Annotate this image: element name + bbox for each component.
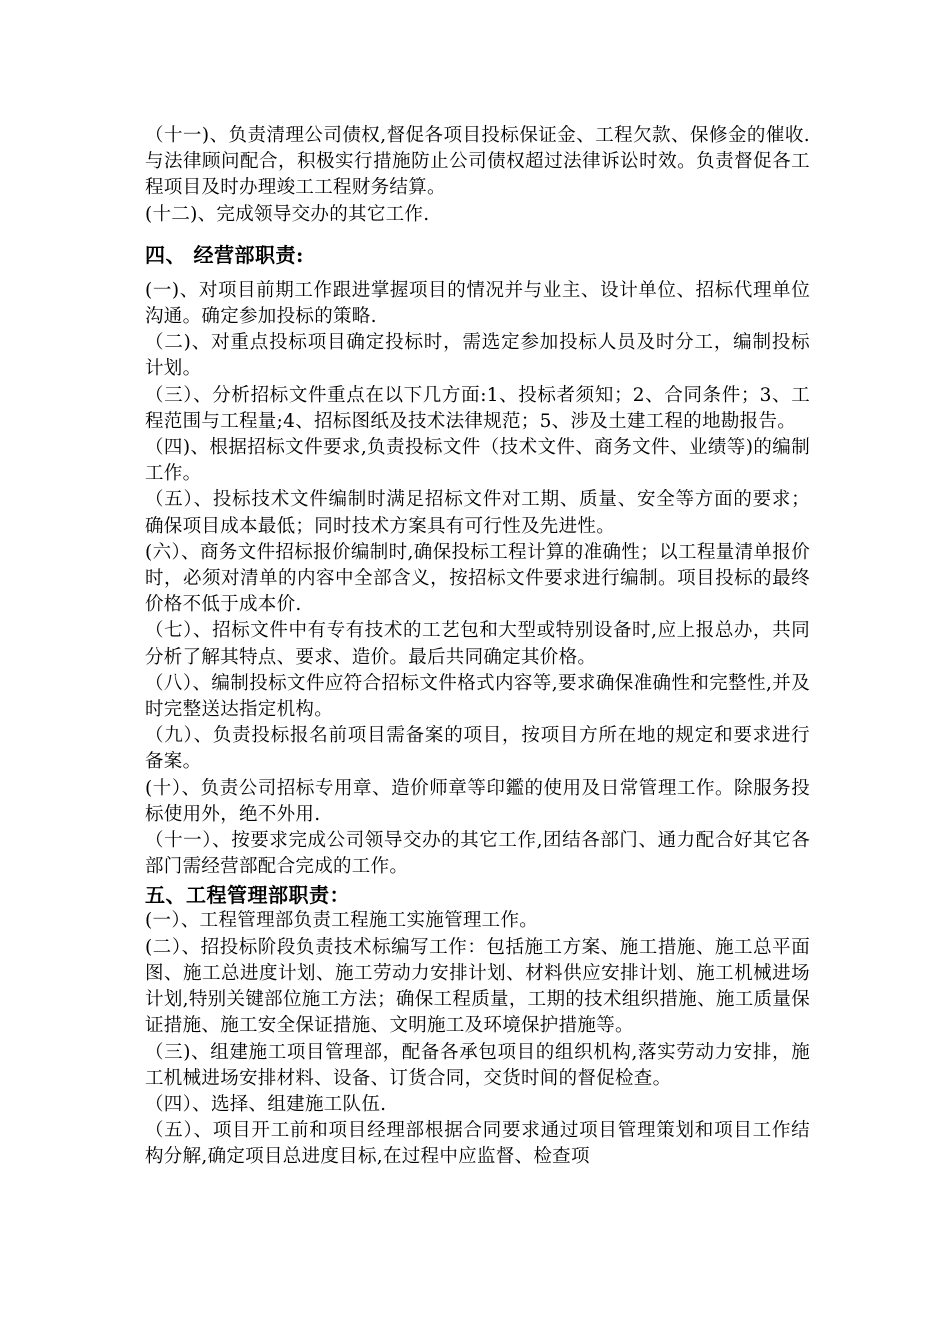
document-body (145, 123, 810, 1171)
paragraph-engineering-2: (二）、招投标阶段负责技术标编写工作：包括施工方案、施工措施、施工总平面图、施工总进度计划、施工劳动力安排计划、材料供应安排计划、施工机械进场计划,特别关键部位施工方法；确保工程质量，工期的技术组织措施、施工质量保证措施、施工安全保证措施、文明施工及环境保护措施等。 (145, 936, 810, 1037)
paragraph-finance-11: （十一)、负责清理公司债权,督促各项目投标保证金、工程欠款、保修金的催收.与法律顾问配合，积极实行措施防止公司债权超过法律诉讼时效。负责督促各工程项目及时办理竣工工程财务结算。 (145, 125, 810, 199)
paragraph-engineering-1: (一）、工程管理部负责工程施工实施管理工作。 (145, 910, 539, 932)
paragraph-business-4: （四)、根据招标文件要求,负责投标文件（技术文件、商务文件、业绩等)的编制工作。 (145, 437, 810, 485)
paragraph-business-7: （七）、招标文件中有专有技术的工艺包和大型或特别设备时,应上报总办，共同分析了解其特点、要求、造价。最后共同确定其价格。 (145, 620, 810, 668)
paragraph-business-11: （十一）、按要求完成公司领导交办的其它工作,团结各部门、通力配合好其它各部门需经营部配合完成的工作。 (145, 830, 810, 878)
paragraph-business-3: （三）、分析招标文件重点在以下几方面:1、投标者须知；2、合同条件；3、工程范围与工程量;4、招标图纸及技术法律规范；5、涉及土建工程的地勘报告。 (145, 384, 810, 432)
paragraph-engineering-5: （五）、项目开工前和项目经理部根据合同要求通过项目管理策划和项目工作结构分解,确定项目总进度目标,在过程中应监督、检查项 (145, 1120, 810, 1168)
section-heading-engineering-department: 五、工程管理部职责： (145, 883, 350, 908)
paragraph-business-1: (一)、对项目前期工作跟进掌握项目的情况并与业主、设计单位、招标代理单位沟通。确定参加投标的策略. (145, 279, 810, 328)
paragraph-business-10: (十）、负责公司招标专用章、造价师章等印鑑的使用及日常管理工作。除服务投标使用外，绝不外用. (145, 777, 810, 825)
paragraph-business-6: (六）、商务文件招标报价编制时,确保投标工程计算的准确性；以工程量清单报价时，必须对清单的内容中全部含义，按招标文件要求进行编制。项目投标的最终价格不低于成本价. (145, 541, 810, 616)
paragraph-business-2: （二)、对重点投标项目确定投标时，需选定参加投标人员及时分工，编制投标计划。 (145, 332, 810, 380)
paragraph-business-5: （五）、投标技术文件编制时满足招标文件对工期、质量、安全等方面的要求；确保项目成本最低；同时技术方案具有可行性及先进性。 (145, 489, 810, 537)
paragraph-engineering-4: （四）、选择、组建施工队伍. (145, 1093, 387, 1115)
paragraph-business-8: （八）、编制投标文件应符合招标文件格式内容等,要求确保准确性和完整性,并及时完整送达指定机构。 (145, 672, 810, 721)
paragraph-engineering-3: （三)、组建施工项目管理部，配备各承包项目的组织机构,落实劳动力安排，施工机械进场安排材料、设备、订货合同，交货时间的督促检查。 (145, 1041, 810, 1089)
paragraph-business-9: （九）、负责投标报名前项目需备案的项目，按项目方所在地的规定和要求进行备案。 (145, 725, 810, 773)
paragraph-finance-12: (十二)、完成领导交办的其它工作. (145, 203, 430, 225)
section-heading-business-department: 四、 经营部职责: (145, 242, 304, 267)
